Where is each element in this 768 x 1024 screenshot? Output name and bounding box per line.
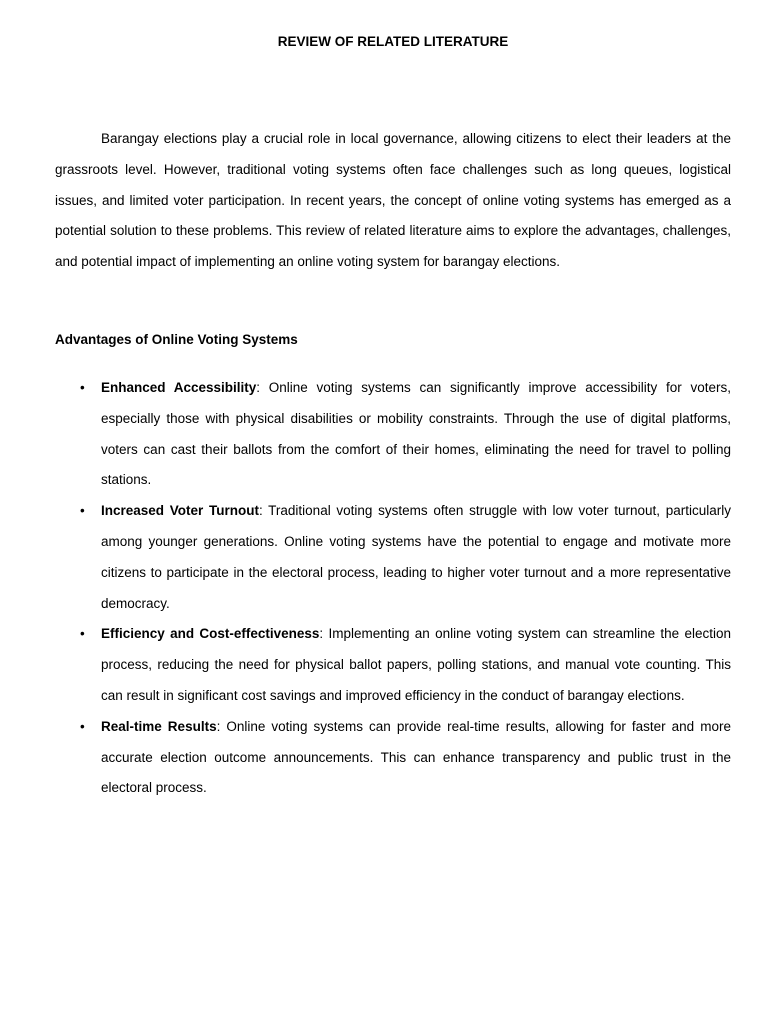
bullet-term: Increased Voter Turnout (101, 503, 259, 519)
bullet-icon: • (80, 718, 85, 734)
bullet-icon: • (80, 626, 85, 642)
list-item-enhanced-accessibility (55, 373, 731, 496)
intro-paragraph: Barangay elections play a crucial role in local governance, allowing citizens to elect their leaders at the grassroots level. However, traditional voting systems often face challenges such as long queues, logistical issues, and limited voter participation. In recent years, the concept of online voting systems has emerged as a potential solution to these problems. This review of related literature aims to explore the advantages, challenges, and potential impact of implementing an online voting system for barangay elections. (55, 131, 731, 270)
document-title: REVIEW OF RELATED LITERATURE (277, 34, 509, 49)
section-heading: Advantages of Online Voting Systems (55, 332, 298, 347)
bullet-term: Efficiency and Cost-effectiveness (101, 626, 320, 642)
bullet-text: : Online voting systems can provide real-time results, allowing for faster and more accurate election outcome announcements. This can enhance transparency and public trust in the electoral process. (101, 718, 731, 796)
bullet-icon: • (80, 380, 85, 395)
bullet-term: Enhanced Accessibility (101, 380, 257, 395)
bullet-term: Real-time Results (101, 718, 217, 734)
bullet-text: : Online voting systems can significantly improve accessibility for voters, especially those with physical disabilities or mobility constraints. Through the use of digital platforms, voters can cast their ballots from the comfort of their homes, eliminating the need for travel to polling stations. (101, 380, 731, 488)
list-item-increased-voter-turnout (55, 496, 731, 619)
list-item-efficiency-cost (55, 619, 731, 711)
list-item-real-time-results (55, 712, 731, 804)
bullet-text: : Traditional voting systems often struggle with low voter turnout, particularly among younger generations. Online voting systems have the potential to engage and motivate more citizens to participate in the electoral process, leading to higher voter turnout and a more representative democracy. (101, 503, 731, 611)
bullet-text: : Implementing an online voting system can streamline the election process, reducing the need for physical ballot papers, polling stations, and manual vote counting. This can result in significant cost savings and improved efficiency in the conduct of barangay elections. (101, 626, 731, 703)
advantages-list (55, 373, 731, 804)
bullet-icon: • (80, 503, 85, 519)
